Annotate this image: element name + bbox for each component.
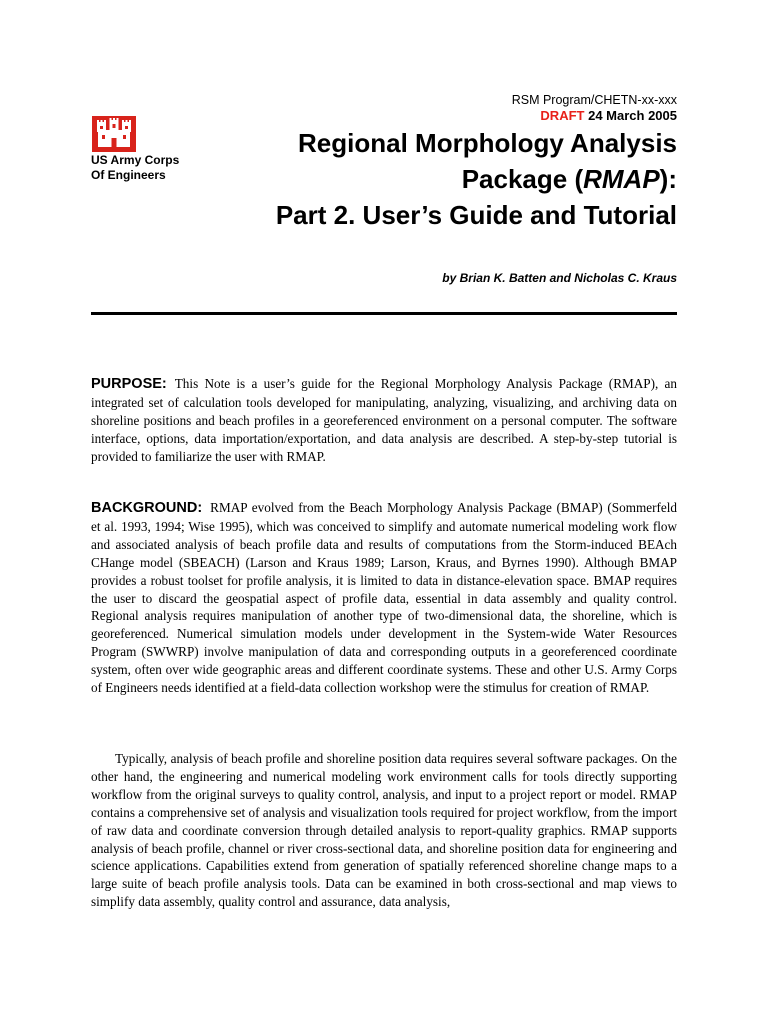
agency-name-line2: Of Engineers [91,168,166,182]
title-line3 [212,197,677,233]
title-rmap: RMAP [583,164,660,194]
document-header [512,93,677,124]
date-line [512,108,677,124]
purpose-text: This Note is a user’s guide for the Regional Morphology Analysis Package (RMAP), an integrated set of calculation tools developed for manipulating, analyzing, visualizing, and archiving data on shoreline positions and beach profiles in a georeferenced environment on a personal computer. The software interface, options, data importation/exportation, and data analysis are described. A step-by-step tutorial is provided to familiarize the user with RMAP. [91,376,677,464]
header-divider [91,312,677,315]
background-section [91,499,677,697]
purpose-heading: PURPOSE: [91,376,167,392]
title-line2 [177,161,677,197]
purpose-section [91,375,677,466]
title-line3-text: Part 2. User’s Guide and Tutorial [275,200,677,230]
agency-name [91,153,179,183]
agency-name-line1: US Army Corps [91,153,180,167]
program-id: RSM Program/CHETN-xx-xxx [511,93,677,107]
background-text: RMAP evolved from the Beach Morphology Analysis Package (BMAP) (Sommerfeld et al. 1993, 1994; Wise 1995), which was conceived to simplify and automate numerical modeling work flow and associated analysis of beach profile data and results of computations from the Storm-induced BEAch CHange model (SBEACH) (Larson and Kraus 1989; Larson, Kraus, and Byrnes 1990). Although BMAP provides a robust toolset for profile analysis, it is limited to data in distance-elevation space. BMAP requires the user to discard the geospatial aspect of profile data, essential in data assembly and quality control. Regional analysis requires manipulation of another type of two-dimensional data, the shoreline, which is georeferenced. Numerical simulation models under development in the System-wide Water Resources Program (SWWRP) involve manipulation of data and corresponding outputs in a georeferenced coordinate system, often over wide geographic areas and different coordinate systems. These and other U.S. Army Corps of Engineers needs identified at a field-data collection workshop were the stimulus for creation of RMAP. [91,500,677,696]
document-date: 24 March 2005 [588,108,677,123]
title-line2-pre: Package ( [461,164,584,194]
page-title [177,125,677,233]
usace-castle-logo [92,116,136,152]
background-heading: BACKGROUND: [91,500,203,516]
title-line2-post: ): [659,164,677,194]
title-line1: Regional Morphology Analysis [298,128,677,158]
draft-label: DRAFT [540,108,585,123]
authors-line: by Brian K. Batten and Nicholas C. Kraus [442,271,677,285]
body-paragraph: Typically, analysis of beach profile and shoreline position data requires several software packages. On the other hand, the engineering and numerical modeling work environment calls for tools directly supporting workflow from the original surveys to quality control, analysis, and input to a project report or model. RMAP contains a comprehensive set of analysis and visualization tools required for project workflow, from the import of raw data and coordinate conversion through detailed analysis to report-quality graphics. RMAP supports analysis of beach profile, channel or river cross-sectional data, and shoreline position data for engineering and science applications. Capabilities extend from generation of spatially referenced shoreline change maps to a large suite of beach profile analysis tools. Data can be examined in both cross-sectional and map views to simplify data assembly, quality control and assurance, data analysis, [91,751,677,910]
